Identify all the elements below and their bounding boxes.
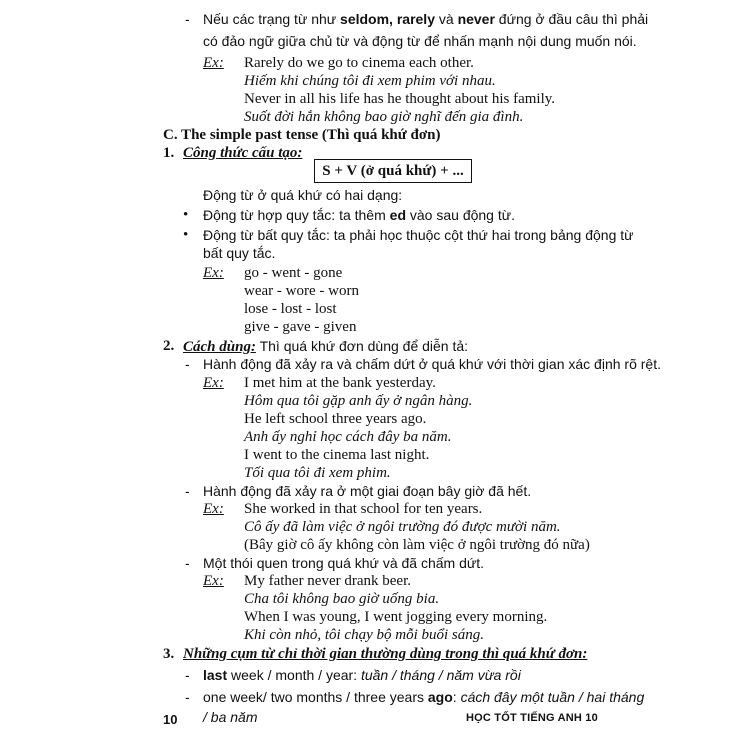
example-line: Never in all his life has he thought about his family. bbox=[244, 91, 556, 107]
ex-label: Ex: bbox=[203, 501, 224, 517]
ex-label: Ex: bbox=[203, 55, 224, 71]
bullet-irregular-verbs: Động từ bất quy tắc: ta phải học thuộc cột thứ hai trong bảng động từ bbox=[203, 227, 634, 243]
subsection-number: 1. bbox=[163, 145, 175, 161]
example-line: Khi còn nhỏ, tôi chạy bộ mỗi buổi sáng. bbox=[244, 627, 484, 643]
rule-line-2: có đảo ngữ giữa chủ từ và động từ để nhấn mạnh nội dung muốn nói. bbox=[203, 33, 637, 49]
usage-item: Hành động đã xảy ra ở một giai đoạn bây giờ đã hết. bbox=[203, 483, 532, 499]
example-line: I met him at the bank yesterday. bbox=[244, 375, 436, 391]
dash-marker: - bbox=[185, 483, 190, 499]
formula-box: S + V (ở quá khứ) + ... bbox=[314, 159, 472, 183]
bullet-irregular-verbs-cont: bất quy tắc. bbox=[203, 245, 276, 261]
bullet-regular-verbs: Động từ hợp quy tắc: ta thêm ed vào sau động từ. bbox=[203, 207, 515, 223]
subsection-title: Công thức cấu tạo: bbox=[183, 145, 303, 161]
dash-marker: - bbox=[185, 667, 190, 683]
verb-forms: lose - lost - lost bbox=[244, 301, 337, 317]
book-title: HỌC TỐT TIẾNG ANH 10 bbox=[466, 712, 598, 724]
intro-text: Động từ ở quá khứ có hai dạng: bbox=[203, 187, 403, 203]
example-line: Hiếm khi chúng tôi đi xem phim với nhau. bbox=[244, 73, 496, 89]
section-heading: C. The simple past tense (Thì quá khứ đơn) bbox=[163, 127, 441, 143]
verb-forms: go - went - gone bbox=[244, 265, 343, 281]
example-line: I went to the cinema last night. bbox=[244, 447, 430, 463]
subsection-number: 2. bbox=[163, 338, 175, 354]
example-line: Tối qua tôi đi xem phim. bbox=[244, 465, 391, 481]
ex-label: Ex: bbox=[203, 573, 224, 589]
example-line: (Bây giờ cô ấy không còn làm việc ở ngôi trường đó nữa) bbox=[244, 537, 590, 553]
example-line: Cô ấy đã làm việc ở ngôi trường đó được mười năm. bbox=[244, 519, 561, 535]
verb-forms: give - gave - given bbox=[244, 319, 357, 335]
page-number: 10 bbox=[163, 712, 178, 727]
rule-line-1: Nếu các trạng từ như seldom, rarely và never đứng ở đầu câu thì phải bbox=[203, 11, 649, 27]
dash-marker: - bbox=[185, 689, 190, 705]
example-line: My father never drank beer. bbox=[244, 573, 412, 589]
example-line: When I was young, I went jogging every morning. bbox=[244, 609, 548, 625]
example-line: Hôm qua tôi gặp anh ấy ở ngân hàng. bbox=[244, 393, 473, 409]
example-line: Anh ấy nghỉ học cách đây ba năm. bbox=[244, 429, 452, 445]
time-phrase: last week / month / year: tuần / tháng / năm vừa rồi bbox=[203, 667, 521, 683]
example-line: Suốt đời hắn không bao giờ nghĩ đến gia đình. bbox=[244, 109, 524, 125]
example-line: Cha tôi không bao giờ uống bia. bbox=[244, 591, 440, 607]
bullet-icon: • bbox=[183, 227, 189, 243]
subsection-number: 3. bbox=[163, 646, 175, 662]
dash-marker: - bbox=[185, 555, 190, 571]
time-phrase: one week/ two months / three years ago: cách đây một tuần / hai tháng bbox=[203, 689, 645, 705]
example-line: He left school three years ago. bbox=[244, 411, 427, 427]
example-line: Rarely do we go to cinema each other. bbox=[244, 55, 474, 71]
bullet-icon: • bbox=[183, 207, 189, 223]
usage-intro: Cách dùng: Thì quá khứ đơn dùng để diễn tả: bbox=[183, 338, 469, 355]
usage-item: Một thói quen trong quá khứ và đã chấm dứt. bbox=[203, 555, 485, 571]
usage-item: Hành động đã xảy ra và chấm dứt ở quá khứ với thời gian xác định rõ rệt. bbox=[203, 356, 661, 372]
ex-label: Ex: bbox=[203, 265, 224, 281]
time-phrase-cont: / ba năm bbox=[203, 709, 258, 725]
ex-label: Ex: bbox=[203, 375, 224, 391]
subsection-title: Những cụm từ chỉ thời gian thường dùng trong thì quá khứ đơn: bbox=[183, 646, 588, 662]
dash-marker: - bbox=[185, 11, 190, 27]
verb-forms: wear - wore - worn bbox=[244, 283, 359, 299]
dash-marker: - bbox=[185, 356, 190, 372]
example-line: She worked in that school for ten years. bbox=[244, 501, 483, 517]
